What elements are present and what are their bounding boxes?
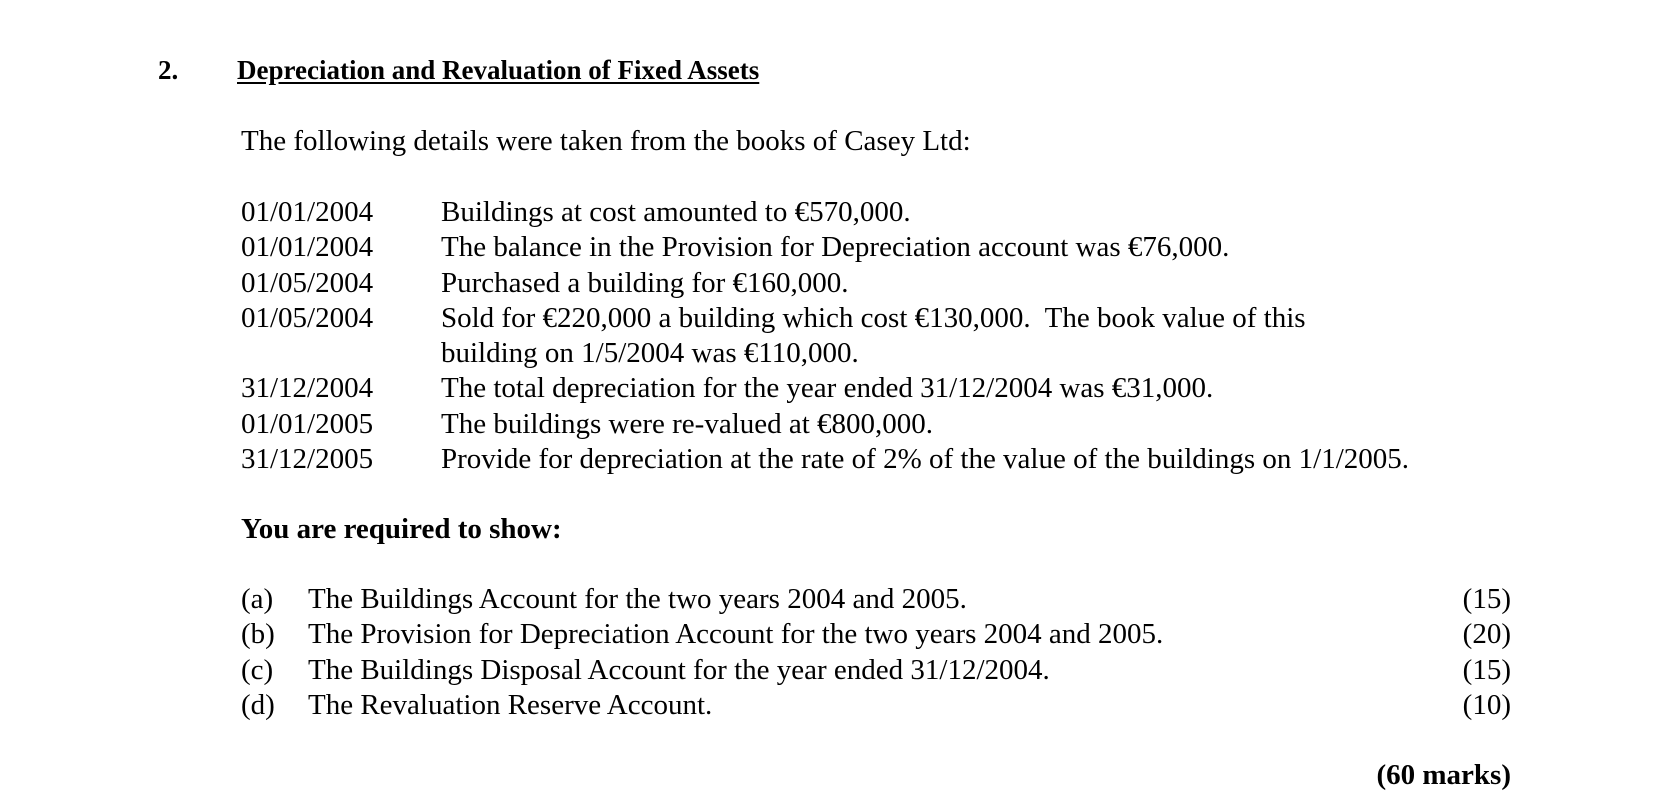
requirement-marks: (15) xyxy=(1462,653,1511,686)
entry-line: Provide for depreciation at the rate of 2% of the value of the buildings on 1/1/2005. xyxy=(441,443,1410,476)
entry-description xyxy=(441,442,1541,477)
requirement-marks: (20) xyxy=(1462,618,1511,651)
transaction-entry xyxy=(241,407,1541,442)
entry-date: 01/01/2004 xyxy=(241,231,374,264)
entry-date: 31/12/2005 xyxy=(241,443,374,476)
requirements-list xyxy=(241,582,1511,723)
requirement-text: The Provision for Depreciation Account for the two years 2004 and 2005. xyxy=(308,618,1164,651)
entry-line: Purchased a building for €160,000. xyxy=(441,266,849,299)
requirement-item xyxy=(241,617,1511,652)
requirement-label: (d) xyxy=(241,688,275,721)
question-title: Depreciation and Revaluation of Fixed Assets xyxy=(237,55,760,85)
transaction-entry xyxy=(241,230,1541,265)
entry-line: The balance in the Provision for Depreciation account was €76,000. xyxy=(441,231,1230,264)
requirement-item xyxy=(241,688,1511,723)
entry-description xyxy=(441,266,1541,301)
entry-description xyxy=(441,301,1541,372)
transaction-entry xyxy=(241,301,1541,372)
requirement-label: (a) xyxy=(241,583,274,615)
question-number: 2. xyxy=(158,55,179,85)
requirement-label: (c) xyxy=(241,653,274,686)
transaction-entry xyxy=(241,266,1541,301)
total-marks: (60 marks) xyxy=(1376,759,1511,791)
entry-description xyxy=(441,371,1541,406)
entry-line: The buildings were re-valued at €800,000. xyxy=(441,407,934,440)
requirement-text: The Buildings Account for the two years 2004 and 2005. xyxy=(308,583,967,615)
intro-text: The following details were taken from the books of Casey Ltd: xyxy=(241,125,971,157)
requirements-heading: You are required to show: xyxy=(241,513,562,545)
entry-description xyxy=(441,230,1541,265)
requirement-label: (b) xyxy=(241,618,275,651)
requirement-text: The Buildings Disposal Account for the year ended 31/12/2004. xyxy=(308,653,1050,686)
entry-description xyxy=(441,407,1541,442)
requirement-item xyxy=(241,582,1511,617)
transaction-entry xyxy=(241,195,1541,230)
entry-line: Sold for €220,000 a building which cost €130,000. The book value of this xyxy=(441,301,1306,334)
entry-line: building on 1/5/2004 was €110,000. xyxy=(441,337,859,370)
entry-date: 01/01/2005 xyxy=(241,407,374,440)
entry-date: 31/12/2004 xyxy=(241,372,374,405)
entry-line: The total depreciation for the year ended 31/12/2004 was €31,000. xyxy=(441,372,1214,405)
requirement-marks: (10) xyxy=(1462,688,1511,721)
requirement-item xyxy=(241,653,1511,688)
entry-date: 01/05/2004 xyxy=(241,301,374,334)
transaction-list xyxy=(241,195,1541,477)
transaction-entry xyxy=(241,371,1541,406)
transaction-entry xyxy=(241,442,1541,477)
entry-date: 01/05/2004 xyxy=(241,266,374,299)
entry-line: Buildings at cost amounted to €570,000. xyxy=(441,196,911,228)
entry-date: 01/01/2004 xyxy=(241,196,374,228)
requirement-text: The Revaluation Reserve Account. xyxy=(308,688,713,721)
entry-description xyxy=(441,195,1541,230)
requirement-marks: (15) xyxy=(1462,583,1511,615)
